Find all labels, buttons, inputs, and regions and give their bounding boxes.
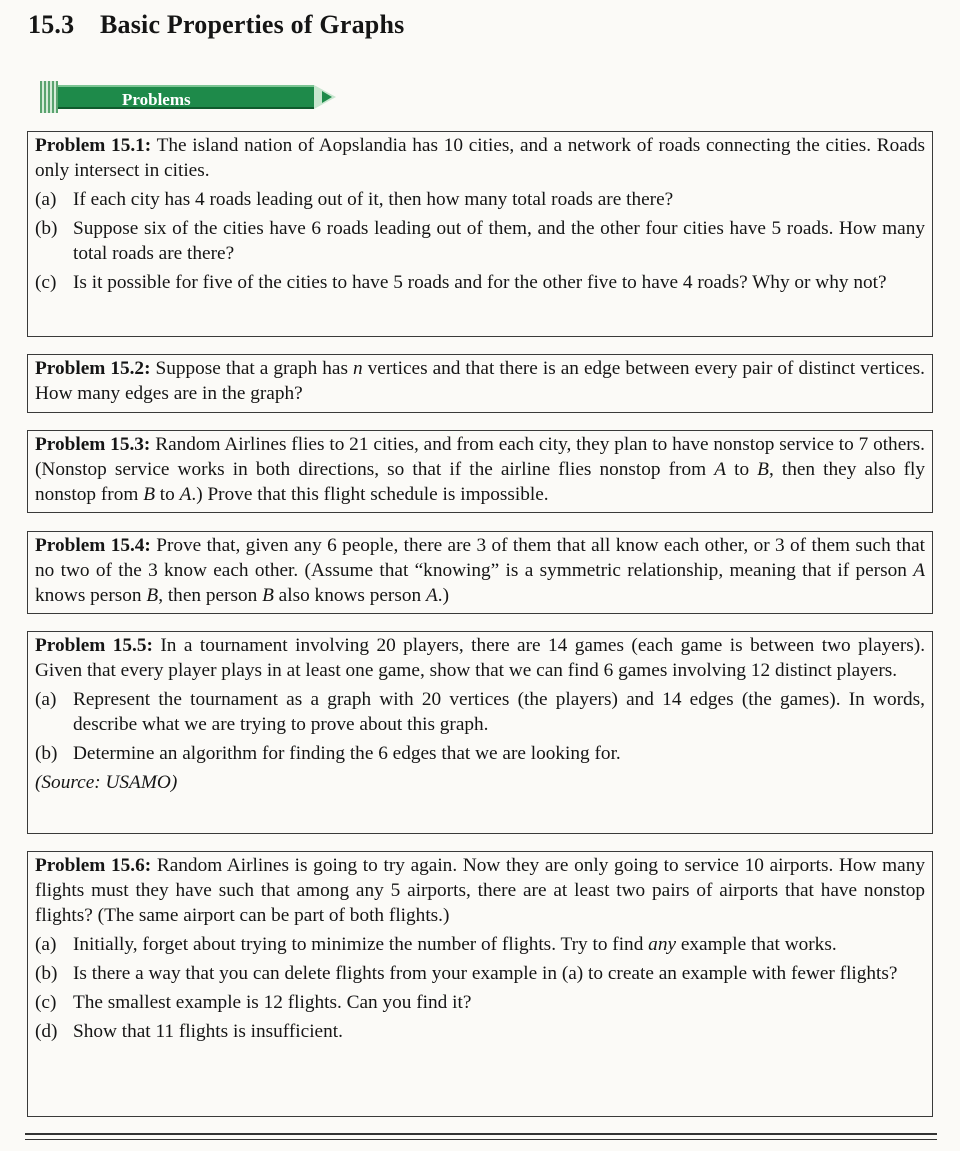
part-text: If each city has 4 roads leading out of it, then how many total roads are there?: [73, 189, 674, 210]
banner-label: Problems: [122, 90, 191, 109]
problem-title: Problem 15.1:: [35, 135, 152, 156]
problem-text: also knows person: [273, 585, 426, 606]
problem-15-5: [27, 631, 933, 834]
math-variable: A: [913, 560, 925, 581]
math-variable: B: [143, 484, 155, 505]
math-variable: A: [425, 585, 438, 606]
part-label: (a): [35, 934, 57, 955]
problem-15-3: [27, 430, 933, 513]
problem-text: vertices and that there is an edge between every pair of distinct vertices. How many edges are in the graph?: [35, 358, 926, 404]
problem-part: [35, 741, 925, 766]
part-label: (b): [35, 743, 58, 764]
problem-part: [35, 687, 925, 737]
part-label: (a): [35, 189, 57, 210]
part-label: (c): [35, 992, 57, 1013]
problem-source: (Source: USAMO): [35, 772, 178, 793]
part-text: Represent the tournament as a graph with 20 vertices (the players) and 14 edges (the games). In words, describe what we are trying to prove about this graph.: [73, 689, 925, 735]
problem-part: [35, 187, 925, 212]
problem-text: Random Airlines is going to try again. Now they are only going to service 10 airports. How many flights must they have such that among any 5 airports, there are at least two pairs of airports that have nonstop flights? (The same airport can be part of both flights.): [35, 855, 926, 926]
problem-text: Suppose that a graph has: [155, 358, 353, 379]
footer-rule: [25, 1133, 937, 1135]
math-variable: B: [146, 585, 159, 606]
math-variable: A: [714, 459, 726, 480]
problem-15-1: [27, 131, 933, 337]
problem-title: Problem 15.5:: [35, 635, 153, 656]
part-text: The smallest example is 12 flights. Can you find it?: [73, 992, 472, 1013]
part-text: Is there a way that you can delete flights from your example in (a) to create an example with fewer flights?: [73, 963, 898, 984]
problem-15-4: [27, 531, 933, 614]
problem-text: .) Prove that this flight schedule is impossible.: [191, 484, 549, 505]
emphasis-text: any: [648, 934, 677, 955]
section-number: 15.3: [28, 10, 75, 39]
problem-part: [35, 990, 925, 1015]
footer-rule-thin: [25, 1139, 937, 1140]
part-label: (c): [35, 272, 57, 293]
math-variable: A: [179, 484, 192, 505]
problem-text: , then they also fly nonstop from: [35, 459, 925, 505]
problem-text: Random Airlines flies to 21 cities, and from each city, they plan to have nonstop service to 7 others. (Nonstop service works in both directions, so that if the airline flies nonstop from: [35, 434, 926, 480]
math-variable: n: [352, 358, 363, 379]
part-label: (a): [35, 689, 57, 710]
problem-part: [35, 1019, 925, 1044]
problems-banner: [40, 81, 330, 113]
problem-text: Prove that, given any 6 people, there are 3 of them that all know each other, or 3 of them such that no two of the 3 know each other. (Assume that “knowing” is a symmetric relationship, meaning that if person: [35, 535, 926, 581]
part-text: Determine an algorithm for finding the 6 edges that we are looking for.: [73, 743, 621, 764]
math-variable: B: [262, 585, 274, 606]
problem-part: [35, 932, 925, 957]
part-text: example that works.: [676, 934, 837, 955]
problem-part: [35, 216, 925, 266]
problem-text: to: [726, 459, 758, 480]
problem-text: .): [437, 585, 449, 606]
problem-text: knows person: [35, 585, 147, 606]
section-heading: [28, 10, 404, 40]
part-label: (d): [35, 1021, 58, 1042]
problem-text: In a tournament involving 20 players, there are 14 games (each game is between two players). Given that every player plays in at least one game, show that we can find 6 games involving 12 distinct players.: [35, 635, 926, 681]
problem-title: Problem 15.6:: [35, 855, 152, 876]
problem-title: Problem 15.2:: [35, 358, 151, 379]
part-label: (b): [35, 963, 58, 984]
pencil-ribs: [40, 81, 58, 113]
pencil-body: [58, 85, 314, 109]
math-variable: B: [757, 459, 769, 480]
part-text: Initially, forget about trying to minimize the number of flights. Try to find: [73, 934, 649, 955]
part-text: Show that 11 flights is insufficient.: [73, 1021, 343, 1042]
problem-title: Problem 15.4:: [35, 535, 151, 556]
problem-part: [35, 961, 925, 986]
problem-text: , then person: [158, 585, 263, 606]
pencil-lead-icon: [322, 91, 332, 103]
problem-15-6: [27, 851, 933, 1117]
problem-15-2: [27, 354, 933, 413]
problem-text: to: [154, 484, 180, 505]
problem-part: [35, 270, 925, 295]
problem-title: Problem 15.3:: [35, 434, 151, 455]
problem-text: The island nation of Aopslandia has 10 cities, and a network of roads connecting the cities. Roads only intersect in cities.: [35, 135, 925, 181]
part-text: Suppose six of the cities have 6 roads leading out of them, and the other four cities have 5 roads. How many total roads are there?: [73, 218, 925, 264]
part-text: Is it possible for five of the cities to have 5 roads and for the other five to have 4 roads? Why or why not?: [73, 272, 887, 293]
section-title: Basic Properties of Graphs: [100, 10, 405, 39]
part-label: (b): [35, 218, 58, 239]
